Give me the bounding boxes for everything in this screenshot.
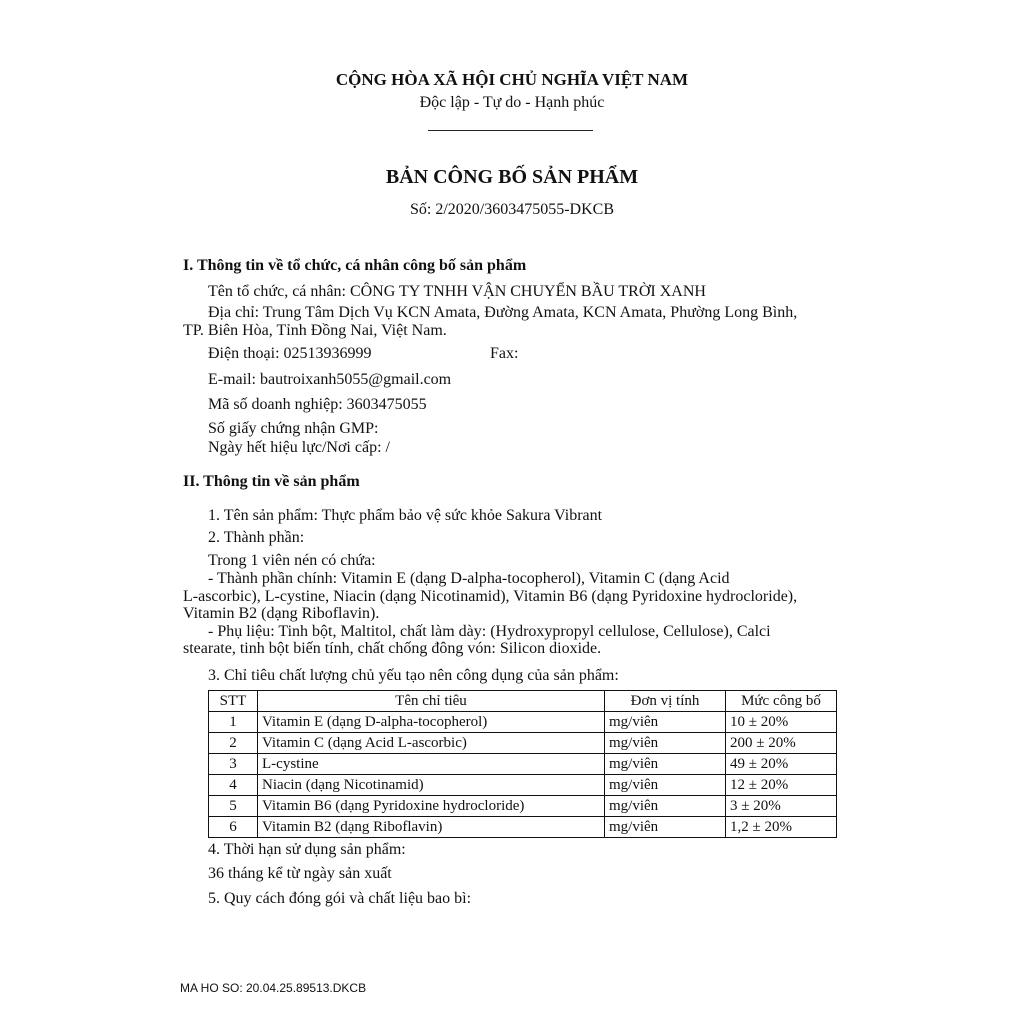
cell-stt: 1 bbox=[209, 712, 258, 733]
address-line2: TP. Biên Hòa, Tỉnh Đồng Nai, Việt Nam. bbox=[183, 322, 447, 339]
cell-name: Niacin (dạng Nicotinamid) bbox=[258, 775, 605, 796]
quality-title: 3. Chỉ tiêu chất lượng chủ yếu tạo nên công dụng của sản phẩm: bbox=[208, 667, 619, 684]
table-row bbox=[209, 796, 837, 817]
cell-unit: mg/viên bbox=[605, 796, 726, 817]
main-ingredients-line1: - Thành phần chính: Vitamin E (dạng D-alpha-tocopherol), Vitamin C (dạng Acid bbox=[208, 570, 730, 587]
excipients-line2: stearate, tinh bột biến tính, chất chống đông vón: Silicon dioxide. bbox=[183, 640, 602, 657]
col-header-unit: Đơn vị tính bbox=[605, 691, 726, 712]
expiry: Ngày hết hiệu lực/Nơi cấp: / bbox=[208, 439, 390, 456]
cell-stt: 2 bbox=[209, 733, 258, 754]
cell-value: 200 ± 20% bbox=[726, 733, 837, 754]
shelf-life-title: 4. Thời hạn sử dụng sản phẩm: bbox=[208, 841, 406, 858]
cell-name: Vitamin C (dạng Acid L-ascorbic) bbox=[258, 733, 605, 754]
cell-unit: mg/viên bbox=[605, 775, 726, 796]
col-header-value: Mức công bố bbox=[726, 691, 837, 712]
cell-stt: 6 bbox=[209, 817, 258, 838]
cell-value: 49 ± 20% bbox=[726, 754, 837, 775]
cell-stt: 3 bbox=[209, 754, 258, 775]
email: E-mail: bautroixanh5055@gmail.com bbox=[208, 371, 452, 388]
cell-name: Vitamin B2 (dạng Riboflavin) bbox=[258, 817, 605, 838]
cell-value: 1,2 ± 20% bbox=[726, 817, 837, 838]
cell-value: 3 ± 20% bbox=[726, 796, 837, 817]
cell-value: 12 ± 20% bbox=[726, 775, 837, 796]
gmp-number: Số giấy chứng nhận GMP: bbox=[208, 420, 379, 437]
main-ingredients-line2: L-ascorbic), L-cystine, Niacin (dạng Nicotinamid), Vitamin B6 (dạng Pyridoxine hydrocloride), bbox=[183, 588, 798, 605]
packaging-title: 5. Quy cách đóng gói và chất liệu bao bì: bbox=[208, 890, 472, 907]
cell-name: Vitamin B6 (dạng Pyridoxine hydrocloride) bbox=[258, 796, 605, 817]
excipients-line1: - Phụ liệu: Tinh bột, Maltitol, chất làm dày: (Hydroxypropyl cellulose, Cellulose), Calci bbox=[208, 623, 771, 640]
shelf-life: 36 tháng kể từ ngày sản xuất bbox=[208, 865, 392, 882]
table-header-row bbox=[209, 691, 837, 712]
cell-name: L-cystine bbox=[258, 754, 605, 775]
cell-name: Vitamin E (dạng D-alpha-tocopherol) bbox=[258, 712, 605, 733]
cell-stt: 5 bbox=[209, 796, 258, 817]
cell-unit: mg/viên bbox=[605, 733, 726, 754]
section2-heading: II. Thông tin về sản phẩm bbox=[183, 473, 360, 490]
address-line1: Địa chỉ: Trung Tâm Dịch Vụ KCN Amata, Đường Amata, KCN Amata, Phường Long Bình, bbox=[208, 304, 798, 321]
table-row bbox=[209, 733, 837, 754]
section1-heading: I. Thông tin về tổ chức, cá nhân công bố sản phẩm bbox=[183, 257, 527, 274]
nation-header: CỘNG HÒA XÃ HỘI CHỦ NGHĨA VIỆT NAM bbox=[335, 70, 689, 89]
table-row bbox=[209, 817, 837, 838]
col-header-name: Tên chỉ tiêu bbox=[258, 691, 605, 712]
document-number: Số: 2/2020/3603475055-DKCB bbox=[409, 201, 614, 218]
header-divider bbox=[428, 130, 593, 131]
phone: Điện thoại: 02513936999 bbox=[208, 345, 372, 362]
cell-stt: 4 bbox=[209, 775, 258, 796]
dossier-code: MA HO SO: 20.04.25.89513.DKCB bbox=[180, 981, 367, 995]
cell-unit: mg/viên bbox=[605, 754, 726, 775]
ingredients-title: 2. Thành phần: bbox=[208, 529, 305, 546]
table-row bbox=[209, 712, 837, 733]
cell-value: 10 ± 20% bbox=[726, 712, 837, 733]
col-header-stt: STT bbox=[209, 691, 258, 712]
per-tablet: Trong 1 viên nén có chứa: bbox=[208, 552, 376, 569]
org-name: Tên tổ chức, cá nhân: CÔNG TY TNHH VẬN CHUYỂN BẦU TRỜI XANH bbox=[208, 283, 706, 300]
table-row bbox=[209, 754, 837, 775]
page-title: BẢN CÔNG BỐ SẢN PHẨM bbox=[385, 166, 639, 188]
business-code: Mã số doanh nghiệp: 3603475055 bbox=[208, 396, 427, 413]
quality-table bbox=[208, 690, 837, 838]
fax: Fax: bbox=[490, 345, 519, 362]
main-ingredients-line3: Vitamin B2 (dạng Riboflavin). bbox=[183, 605, 380, 622]
cell-unit: mg/viên bbox=[605, 817, 726, 838]
product-name: 1. Tên sản phẩm: Thực phẩm bảo vệ sức khỏe Sakura Vibrant bbox=[208, 507, 603, 524]
table-row bbox=[209, 775, 837, 796]
motto: Độc lập - Tự do - Hạnh phúc bbox=[419, 94, 605, 111]
cell-unit: mg/viên bbox=[605, 712, 726, 733]
